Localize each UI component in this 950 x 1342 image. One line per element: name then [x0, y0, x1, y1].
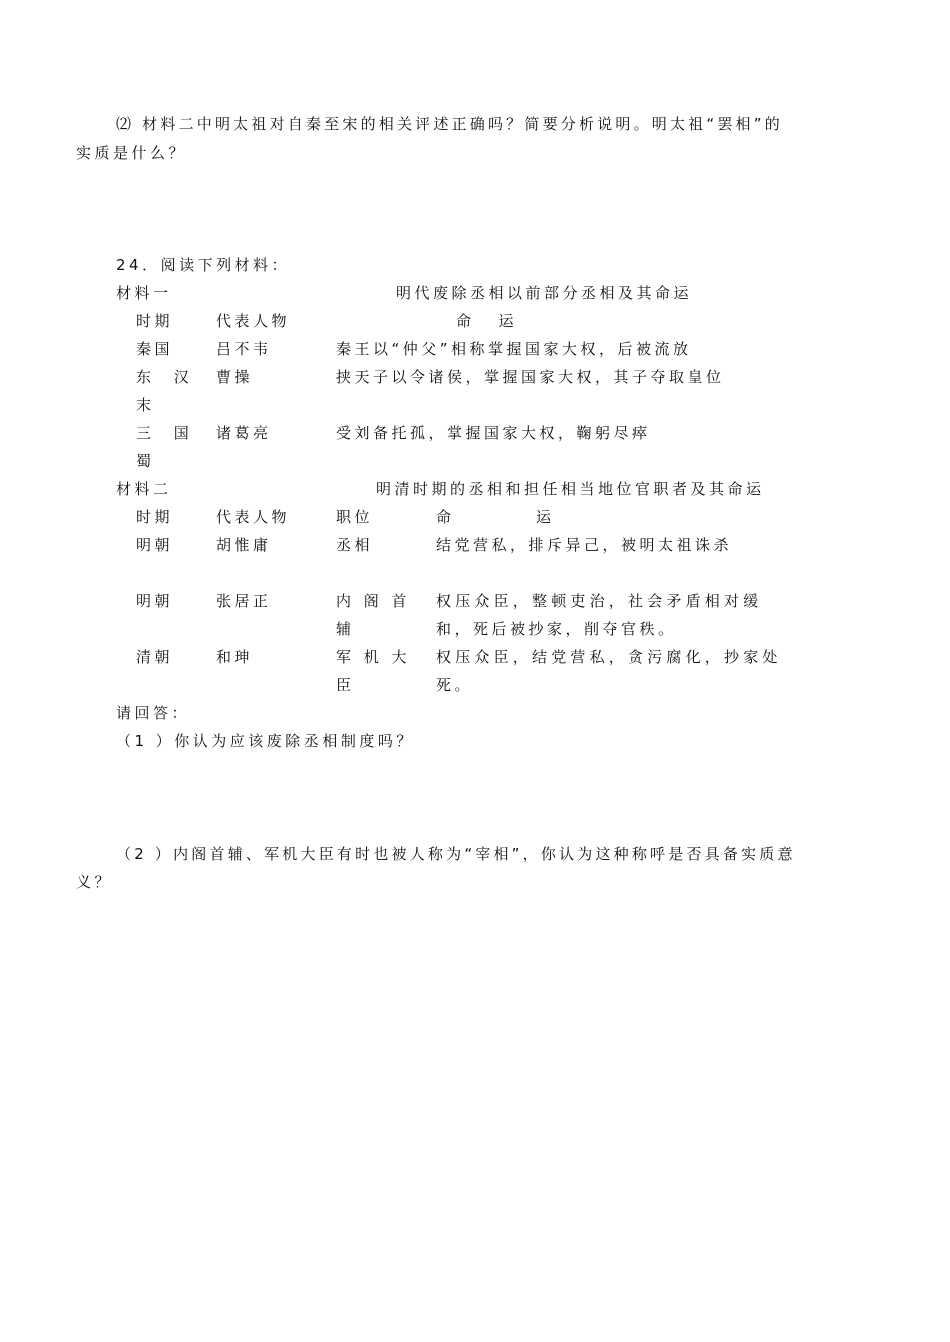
m1-row2-fate: 挟天子以令诸侯，掌握国家大权，其子夺取皇位	[336, 368, 725, 386]
m2-row3-post-line2: 臣	[336, 676, 355, 694]
m2-row2-fate-line1: 权压众臣，整顿吏治，社会矛盾相对缓	[436, 592, 763, 610]
material1-label: 材料一	[116, 284, 172, 302]
m2-header-period: 时期	[136, 508, 174, 526]
m1-row3-period-line1: 三 国	[136, 424, 198, 442]
m2-row1-fate: 结党营私，排斥异己，被明太祖诛杀	[436, 536, 733, 554]
m2-header-fate-b: 运	[536, 508, 555, 526]
m2-row2-post-line1: 内 阁 首	[336, 592, 411, 610]
m2-header-person: 代表人物	[216, 508, 291, 526]
m1-header-fate: 命 运	[456, 312, 520, 330]
question-2-line1: （2 ）内阁首辅、军机大臣有时也被人称为“宰相”，你认为这种称呼是否具备实质意	[116, 845, 796, 863]
m1-row3-fate: 受刘备托孤，掌握国家大权，鞠躬尽瘁	[336, 424, 651, 442]
q23-part2-line2: 实质是什么？	[76, 144, 188, 162]
m2-row3-fate-line1: 权压众臣，结党营私，贪污腐化，抄家处	[436, 648, 782, 666]
m2-row2-fate-line2: 和，死后被抄家，削夺官秩。	[436, 620, 677, 638]
question-2-line2: 义？	[76, 873, 114, 891]
m1-row1-period: 秦国	[136, 340, 174, 358]
m2-row1-person: 胡惟庸	[216, 536, 272, 554]
m1-row1-fate: 秦王以“仲父”相称掌握国家大权，后被流放	[336, 340, 692, 358]
m1-header-period: 时期	[136, 312, 174, 330]
m1-row2-person: 曹操	[216, 368, 254, 386]
m2-header-post: 职位	[336, 508, 374, 526]
m2-header-fate-a: 命	[436, 508, 455, 526]
m2-row3-fate-line2: 死。	[436, 676, 474, 694]
m1-row3-period-line2: 蜀	[136, 452, 155, 470]
m2-row3-period: 清朝	[136, 648, 174, 666]
m1-header-person: 代表人物	[216, 312, 291, 330]
m2-row1-period: 明朝	[136, 536, 174, 554]
q24-intro: 24．阅读下列材料：	[116, 256, 291, 274]
m1-row1-person: 吕不韦	[216, 340, 272, 358]
material2-title: 明清时期的丞相和担任相当地位官职者及其命运	[376, 480, 765, 498]
m2-row1-post: 丞相	[336, 536, 374, 554]
m1-row3-person: 诸葛亮	[216, 424, 272, 442]
m2-row2-post-line2: 辅	[336, 620, 355, 638]
question-1: （1 ）你认为应该废除丞相制度吗？	[116, 732, 415, 750]
material2-label: 材料二	[116, 480, 172, 498]
m2-row2-person: 张居正	[216, 592, 272, 610]
m1-row2-period-line2: 末	[136, 396, 155, 414]
m2-row2-period: 明朝	[136, 592, 174, 610]
m2-row3-person: 和珅	[216, 648, 254, 666]
answer-prompt: 请回答：	[116, 704, 191, 722]
m2-row3-post-line1: 军 机 大	[336, 648, 411, 666]
material1-title: 明代废除丞相以前部分丞相及其命运	[396, 284, 693, 302]
q23-part2-line1: ⑵ 材料二中明太祖对自秦至宋的相关评述正确吗？简要分析说明。明太祖“罢相”的	[116, 115, 783, 133]
m1-row2-period-line1: 东 汉	[136, 368, 198, 386]
